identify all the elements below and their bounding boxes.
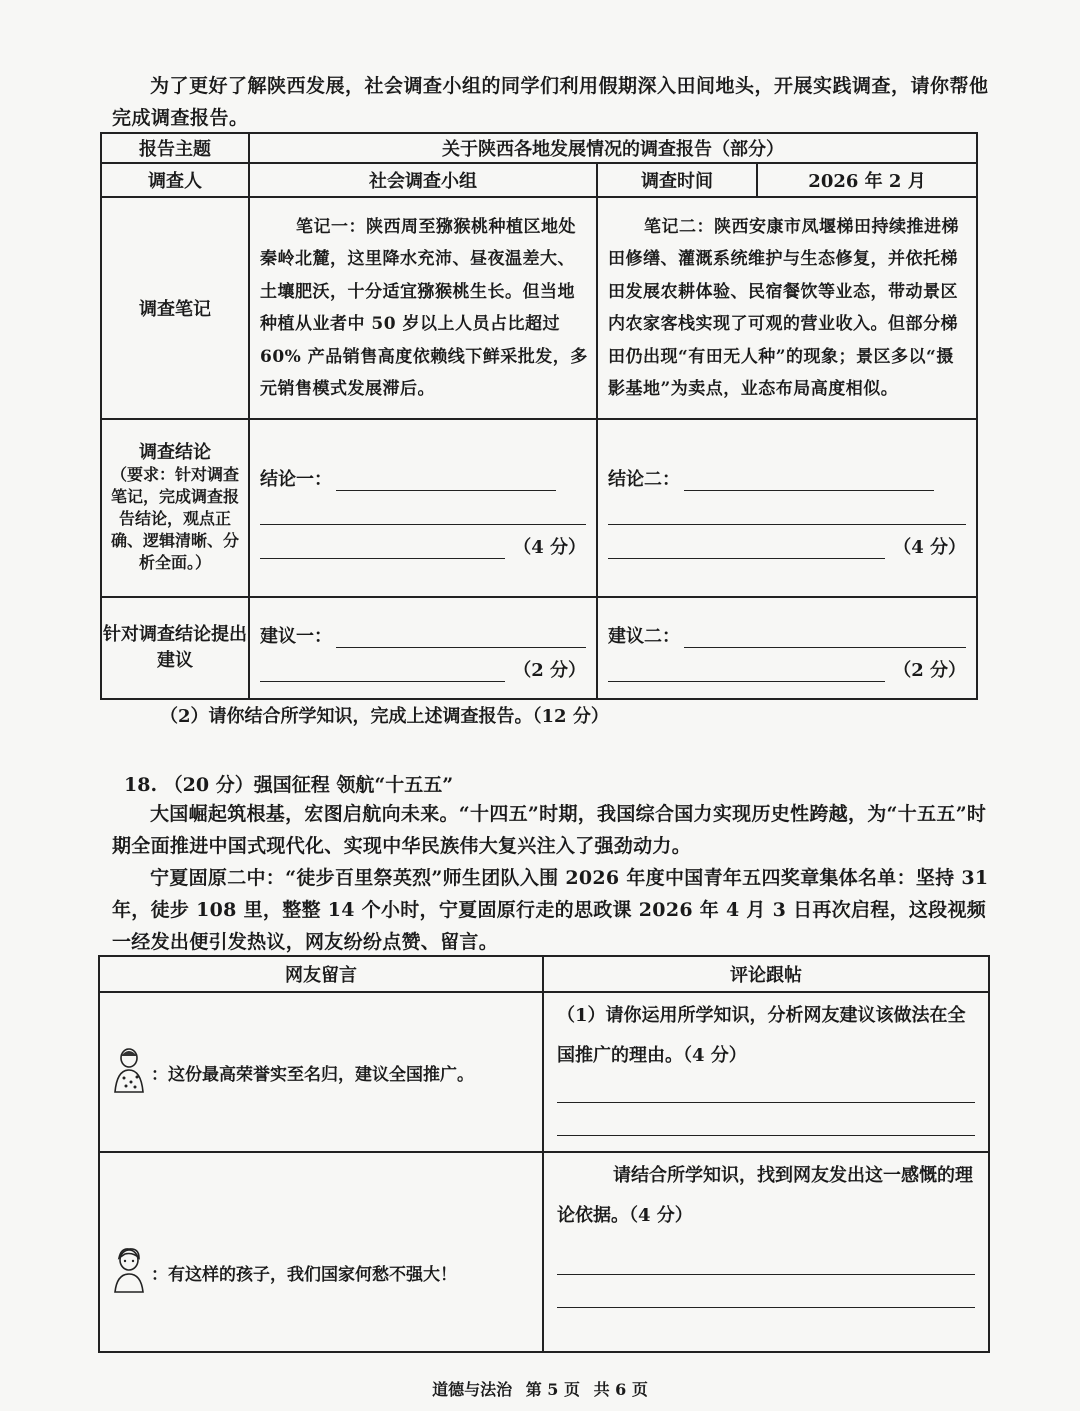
note-one-text: 笔记一：陕西周至猕猴桃种植区地处秦岭北麓，这里降水充沛、昼夜温差大、土壤肥沃，十分适宜猕猴桃生长。但当地种植从业者中 50 岁以上人员占比超过 60% 产品销售高度依赖线下鲜采批发，多元销售模式发展滞后。	[260, 216, 588, 399]
note-one	[249, 197, 597, 419]
answer-line[interactable]	[557, 1103, 975, 1136]
investigator-label: 调查人	[101, 163, 249, 197]
conclusion-two-score: （4 分）	[893, 537, 967, 558]
answer-line[interactable]	[684, 625, 966, 648]
comments-table	[98, 955, 990, 1353]
answer-line[interactable]	[557, 1275, 975, 1308]
footer-page: 第 5 页	[525, 1380, 580, 1399]
comments-col1-header: 网友留言	[99, 956, 543, 992]
answer-line[interactable]	[608, 502, 966, 525]
note-two	[597, 197, 977, 419]
answer-line[interactable]	[608, 659, 885, 682]
question-18-title: 18. （20 分）强国征程 领航“十五五”	[124, 774, 454, 796]
topic-value: 关于陕西各地发展情况的调查报告（部分）	[249, 133, 977, 163]
conclusion-label: 调查结论	[139, 442, 211, 463]
answer-line[interactable]	[557, 1242, 975, 1275]
conclusion-requirement: （要求：针对调查笔记，完成调查报告结论，观点正确、逻辑清晰、分析全面。）	[110, 465, 239, 572]
suggestion-one-label: 建议一：	[260, 626, 332, 647]
comment-2-text: ：有这样的孩子，我们国家何愁不强大！	[151, 1264, 457, 1285]
avatar-icon	[111, 1246, 151, 1299]
suggestion-one-score: （2 分）	[513, 660, 586, 681]
conclusion-two-cell	[597, 419, 977, 597]
task-2-prompt: 请结合所学知识，找到网友发出这一感慨的理论依据。（4 分）	[557, 1165, 973, 1226]
suggestion-two-cell	[597, 597, 977, 699]
time-label: 调查时间	[597, 163, 757, 197]
footer-subject: 道德与法治	[432, 1380, 513, 1399]
comments-col2-header: 评论跟帖	[543, 956, 989, 992]
conclusion-one-label: 结论一：	[260, 469, 332, 490]
question-2-prompt: （2）请你结合所学知识，完成上述调查报告。（12 分）	[160, 706, 609, 727]
paragraph-2-text: 宁夏固原二中：“徒步百里祭英烈”师生团队入围 2026 年度中国青年五四奖章集体名单：坚持 31 年，徒步 108 里，整整 14 个小时，宁夏固原行走的思政课 2026 年 4 月 3 日再次启程，这段视频一经发出便引发热议，网友纷纷点赞、留言。	[112, 867, 989, 953]
comment-1-text: ：这份最高荣誉实至名归，建议全国推广。	[151, 1064, 474, 1085]
investigator-value: 社会调查小组	[249, 163, 597, 197]
answer-line[interactable]	[260, 502, 586, 525]
conclusion-label-cell	[101, 419, 249, 597]
answer-line[interactable]	[260, 536, 505, 559]
paragraph-1-text: 大国崛起筑根基，宏图启航向未来。“十四五”时期，我国综合国力实现历史性跨越，为“十五五”时期全面推进中国式现代化、实现中华民族伟大复兴注入了强劲动力。	[112, 803, 987, 857]
intro-paragraph	[112, 70, 992, 134]
survey-report-table	[100, 132, 978, 700]
answer-line[interactable]	[336, 468, 556, 491]
netizen-comment-1	[99, 992, 543, 1152]
intro-text: 为了更好了解陕西发展，社会调查小组的同学们利用假期深入田间地头，开展实践调查，请你帮他完成调查报告。	[112, 75, 989, 129]
question-18-paragraph-1	[112, 798, 992, 862]
suggestion-two-score: （2 分）	[893, 660, 967, 681]
avatar-icon	[111, 1046, 151, 1099]
comment-reply-1	[543, 992, 989, 1152]
comment-reply-2	[543, 1152, 989, 1352]
suggestion-one-cell	[249, 597, 597, 699]
note-two-text: 笔记二：陕西安康市凤堰梯田持续推进梯田修缮、灌溉系统维护与生态修复，并依托梯田发展农耕体验、民宿餐饮等业态，带动景区内农家客栈实现了可观的营业收入。但部分梯田仍出现“有田无人种”的现象；景区多以“摄影基地”为卖点，业态布局高度相似。	[608, 216, 959, 399]
topic-label: 报告主题	[101, 133, 249, 163]
suggestion-two-label: 建议二：	[608, 626, 680, 647]
answer-line[interactable]	[260, 659, 505, 682]
answer-line[interactable]	[684, 468, 934, 491]
time-value: 2026 年 2 月	[757, 163, 977, 197]
suggestion-label: 针对调查结论提出建议	[101, 597, 249, 699]
answer-line[interactable]	[608, 536, 885, 559]
footer-total: 共 6 页	[593, 1380, 648, 1399]
question-18-paragraph-2	[112, 862, 992, 958]
notes-label: 调查笔记	[101, 197, 249, 419]
netizen-comment-2	[99, 1152, 543, 1352]
answer-line[interactable]	[336, 625, 586, 648]
page-footer	[0, 1377, 1080, 1400]
conclusion-one-cell	[249, 419, 597, 597]
task-1-prompt: （1）请你运用所学知识，分析网友建议该做法在全国推广的理由。（4 分）	[557, 1005, 966, 1066]
conclusion-one-score: （4 分）	[513, 537, 586, 558]
conclusion-two-label: 结论二：	[608, 469, 680, 490]
